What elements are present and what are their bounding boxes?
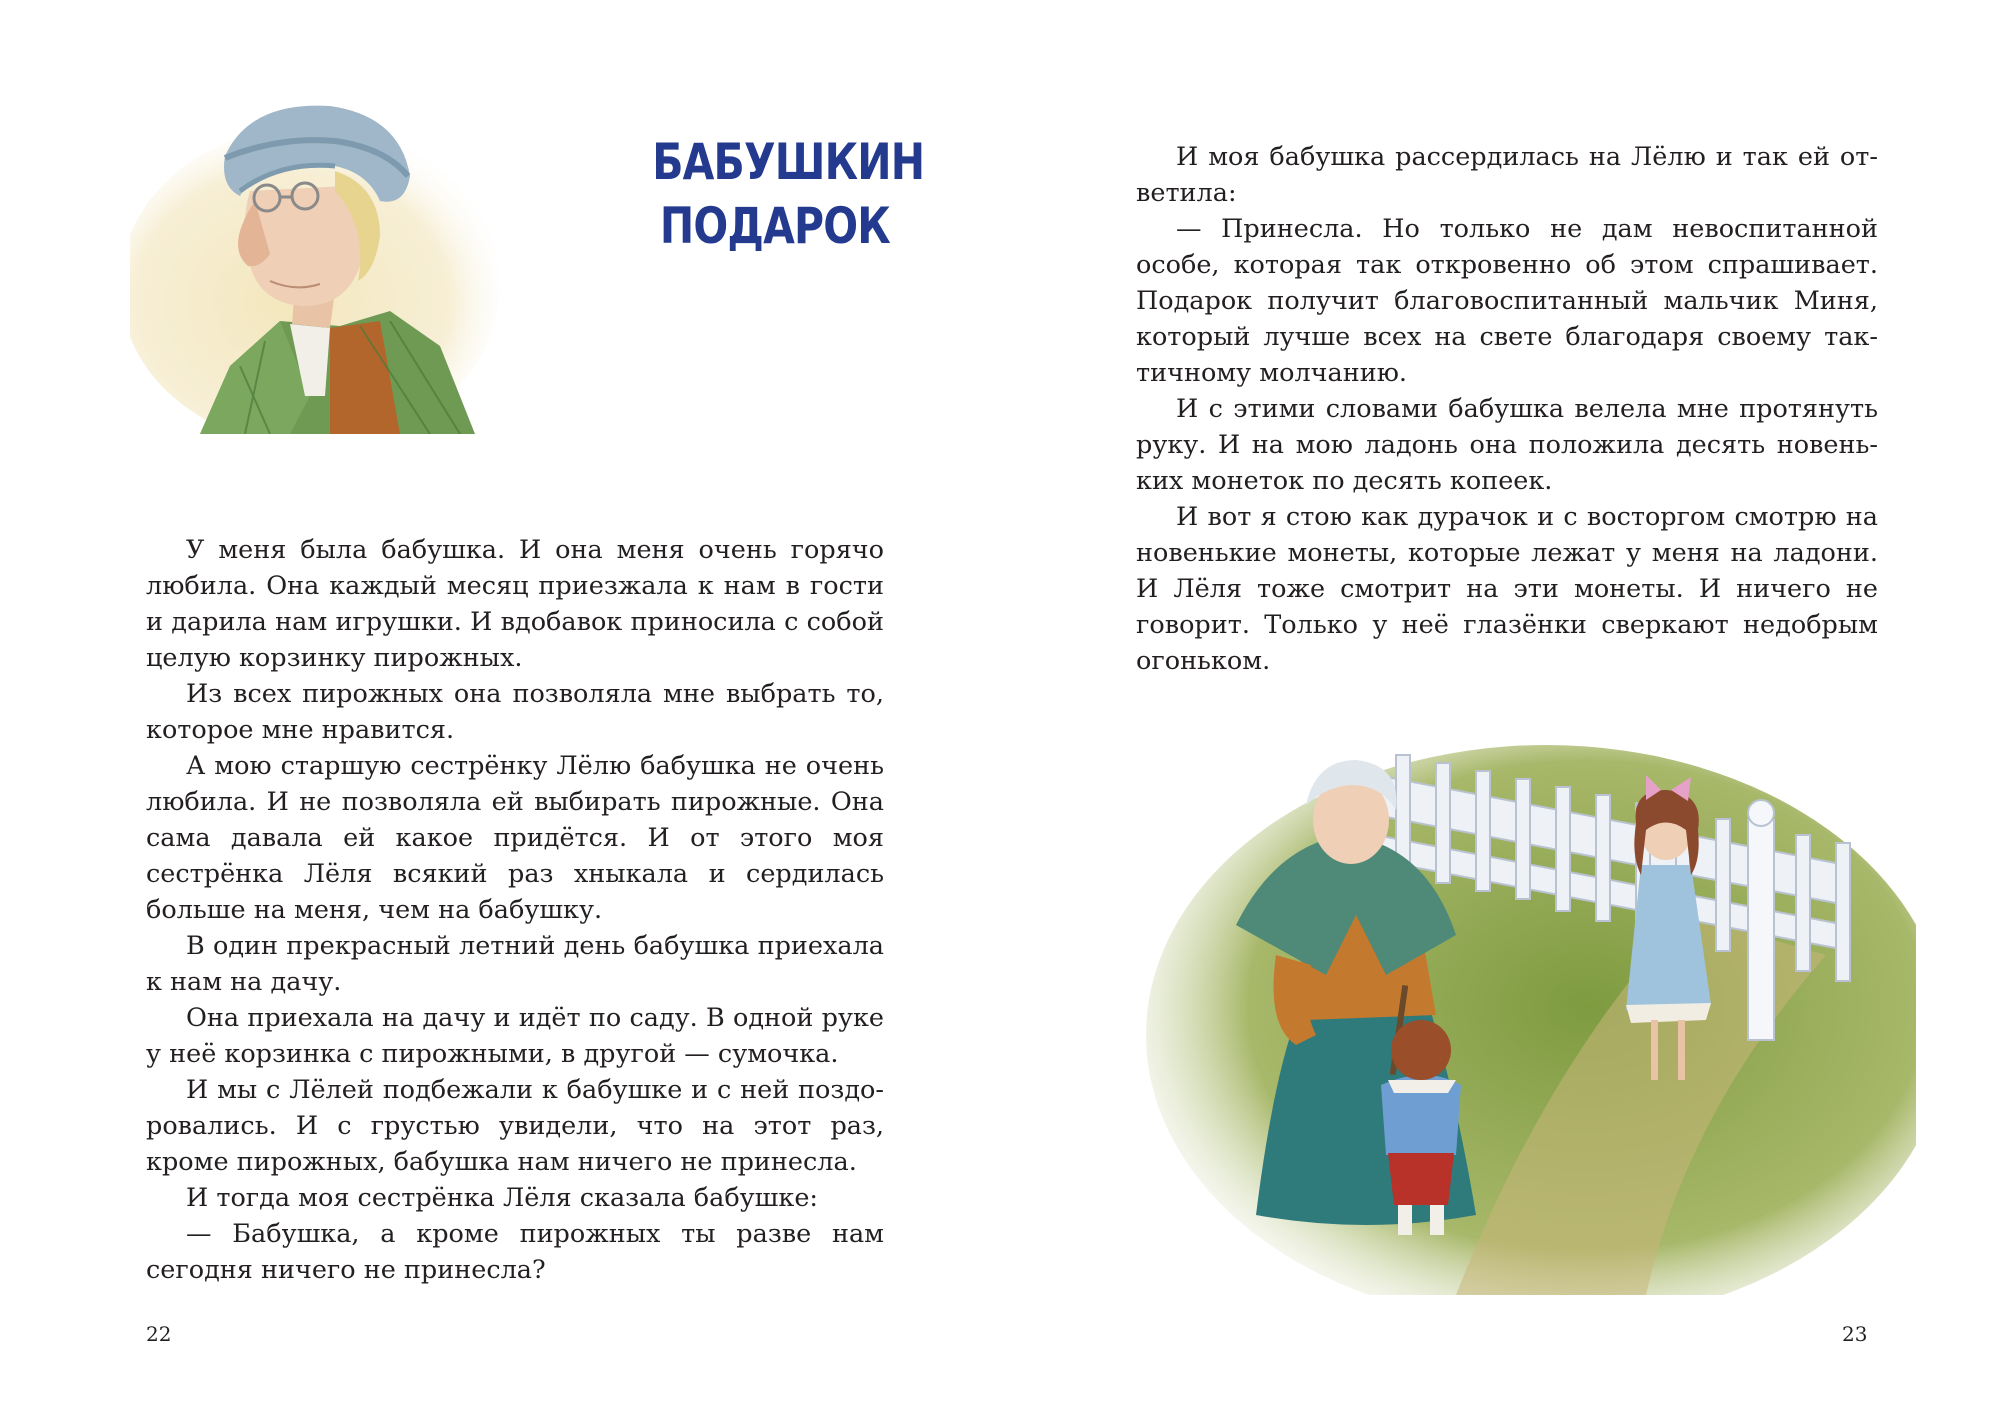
fence-post — [1748, 820, 1774, 1040]
right-page-text — [1136, 139, 1878, 679]
left-page-text — [146, 532, 884, 1288]
boy-head — [1391, 1020, 1451, 1080]
title-line-2: ПОДАРОК — [659, 197, 890, 255]
paragraph: У меня была бабушка. И она меня очень горячо любила. Она каждый месяц приезжала к нам в гости и дарила нам игрушки. И вдобавок приносила с собой целую корзинку пирожных. — [146, 535, 884, 673]
right-page — [1006, 0, 2012, 1423]
page-number-left: 22 — [146, 1322, 172, 1346]
story-title — [652, 130, 925, 258]
paragraph: А мою старшую сестрёнку Лёлю бабушка не очень любила. И не позволяла ей выбирать пирожные. Она сама давала ей какое придётся. И от этого моя сестрёнка Лёля всякий раз хныкала и сердилась больше на меня, чем на бабушку. — [146, 751, 884, 925]
page-number-right: 23 — [1842, 1322, 1868, 1346]
paragraph: И мы с Лёлей подбежали к бабушке и с ней поздоровались. И с грустью увидели, что на этот раз, кроме пирожных, бабушка нам ничего не принесла. — [146, 1075, 884, 1177]
boy-pants — [1388, 1153, 1454, 1205]
grandmother-portrait-illustration — [130, 96, 500, 434]
paragraph: И моя бабушка рассердилась на Лёлю и так ей ответила: — [1136, 142, 1878, 208]
paragraph: И тогда моя сестрёнка Лёля сказала бабушке: — [186, 1183, 819, 1213]
garden-scene-illustration — [1126, 735, 1916, 1295]
paragraph: Она приехала на дачу и идёт по саду. В одной руке у неё корзинка с пирожными, в другой — сумочка. — [146, 1003, 884, 1069]
paragraph: — Бабушка, а кроме пирожных ты разве нам сегодня ничего не принесла? — [146, 1219, 884, 1285]
paragraph: Из всех пирожных она позволяла мне выбрать то, которое мне нравится. — [146, 679, 884, 745]
title-line-1: БАБУШКИН — [652, 133, 925, 191]
paragraph: В один прекрасный летний день бабушка приехала к нам на дачу. — [146, 931, 884, 997]
paragraph: И с этими словами бабушка велела мне протянуть руку. И на мою ладонь она положила десять новеньких монеток по десять копеек. — [1136, 394, 1878, 496]
paragraph: — Принесла. Но только не дам невоспитанной особе, которая так откровенно об этом спрашивает. Подарок получит благовоспитанный мальчик Миня, который лучше всех на свете благодаря своему тактичному молчанию. — [1136, 214, 1878, 388]
paragraph: И вот я стою как дурачок и с восторгом смотрю на новенькие монеты, которые лежат у меня на ладони. И Лёля тоже смотрит на эти монеты. И ничего не говорит. Только у неё глазёнки сверкают недобрым огоньком. — [1136, 502, 1878, 676]
